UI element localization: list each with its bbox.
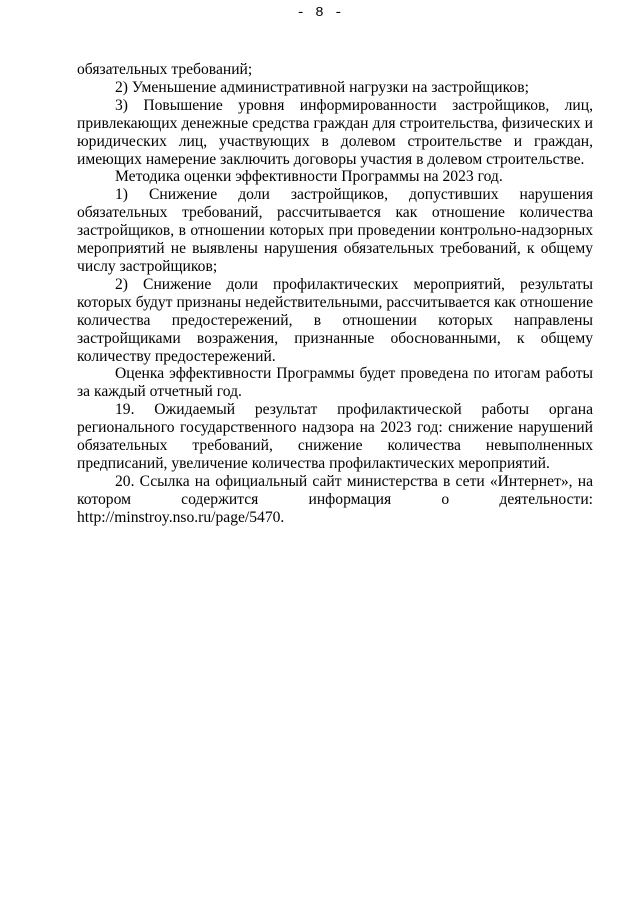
list-item-3: 3) Повышение уровня информированности застройщиков, лиц, привлекающих денежные средства граждан для строительства, физических и юридических лиц, участвующих в долевом строительстве и граждан, имеющих намерение заключить договоры участия в долевом строительстве. xyxy=(77,96,593,168)
evaluation-paragraph: Оценка эффективности Программы будет проведена по итогам работы за каждый отчетный год. xyxy=(77,365,593,401)
section-19-paragraph: 19. Ожидаемый результат профилактической работы органа регионального государственного надзора на 2023 год: снижение нарушений обязательных требований, снижение количества невыполненных предписаний, увеличение количества профилактических мероприятий. xyxy=(77,401,593,472)
list-item-2: 2) Уменьшение административной нагрузки на застройщиков; xyxy=(115,78,529,96)
document-body xyxy=(77,61,593,527)
paragraph-continuation: обязательных требований; xyxy=(77,61,253,78)
methodology-item-2: 2) Снижение доли профилактических мероприятий, результаты которых будут признаны недействительными, рассчитывается как отношение количества предостережений, в отношении которых направлены застройщиками возражения, признанные обоснованными, к общему количеству предостережений. xyxy=(77,275,593,365)
methodology-heading: Методика оценки эффективности Программы на 2023 год. xyxy=(115,168,503,186)
section-20-paragraph: 20. Ссылка на официальный сайт министерства в сети «Интернет», на котором содержится информация о деятельности: http://minstroy.nso.ru/page/5470. xyxy=(77,472,593,526)
methodology-item-1: 1) Снижение доли застройщиков, допустивших нарушения обязательных требований, рассчитывается как отношение количества застройщиков, в отношении которых при проведении контрольно-надзорных мероприятий не выявлены нарушения обязательных требований, к общему числу застройщиков; xyxy=(77,186,593,275)
page-number: - 8 - xyxy=(296,5,344,21)
